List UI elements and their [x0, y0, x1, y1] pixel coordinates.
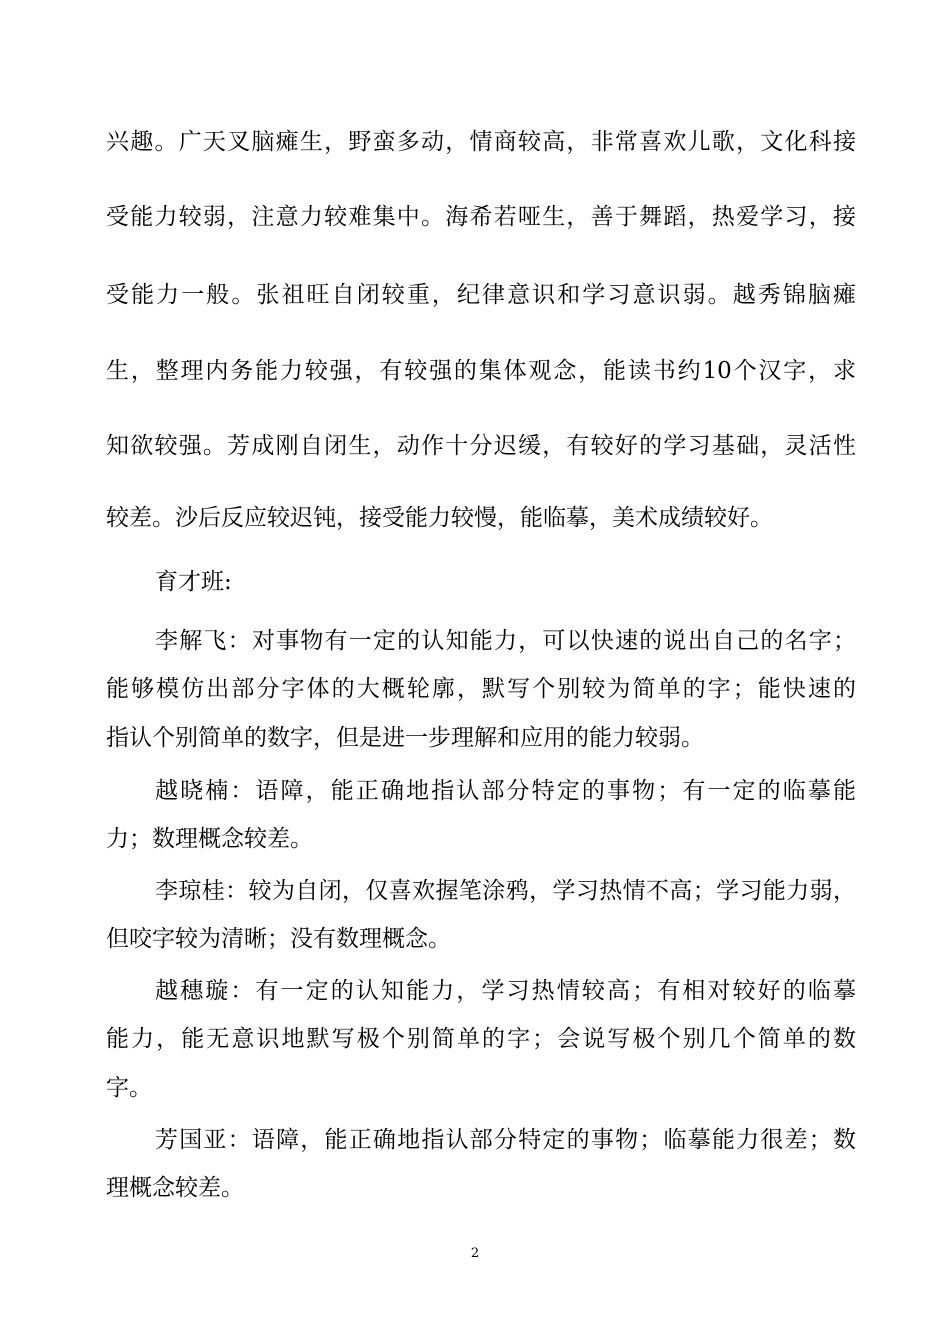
student-entry-first-line: 越晓楠：语障，能正确地指认部分特定的事物；有一定的临摹能 [155, 778, 856, 804]
student-entry-line: 字。 [106, 1075, 152, 1101]
paragraph-line: 生，整理内务能力较强，有较强的集体观念，能读书约10个汉字，求 [106, 358, 856, 384]
student-entry-line: 但咬字较为清晰；没有数理概念。 [106, 926, 451, 952]
paragraph-line: 受能力一般。张祖旺自闭较重，纪律意识和学习意识弱。越秀锦脑瘫 [106, 282, 856, 308]
paragraph-line: 较差。沙后反应较迟钝，接受能力较慢，能临摹，美术成绩较好。 [106, 505, 773, 531]
paragraph-line: 受能力较弱，注意力较难集中。海希若哑生，善于舞蹈，热爱学习，接 [106, 204, 856, 230]
student-entry-first-line: 李琼桂：较为自闭，仅喜欢握笔涂鸦，学习热情不高；学习能力弱， [155, 878, 856, 904]
student-entry-first-line: 李解飞：对事物有一定的认知能力，可以快速的说出自己的名字； [155, 628, 856, 654]
student-entry-line: 能力，能无意识地默写极个别简单的字；会说写极个别几个简单的数 [106, 1026, 856, 1052]
student-entry-first-line: 芳国亚：语障，能正确地指认部分特定的事物；临摹能力很差；数 [155, 1127, 856, 1153]
paragraph-line: 知欲较强。芳成刚自闭生，动作十分迟缓，有较好的学习基础，灵活性 [106, 433, 856, 459]
student-entry-line: 力；数理概念较差。 [106, 826, 313, 852]
student-entry-line: 指认个别简单的数字，但是进一步理解和应用的能力较弱。 [106, 725, 704, 751]
student-entry-line: 能够模仿出部分字体的大概轮廓，默写个别较为简单的字；能快速的 [106, 676, 856, 702]
page-number: 2 [470, 1246, 480, 1261]
paragraph-line: 兴趣。广天叉脑瘫生，野蛮多动，情商较高，非常喜欢儿歌，文化科接 [106, 129, 856, 155]
student-entry-first-line: 越穗璇：有一定的认知能力，学习热情较高；有相对较好的临摹 [155, 978, 856, 1004]
student-entry-line: 理概念较差。 [106, 1175, 244, 1201]
section-heading: 育才班: [155, 569, 232, 595]
